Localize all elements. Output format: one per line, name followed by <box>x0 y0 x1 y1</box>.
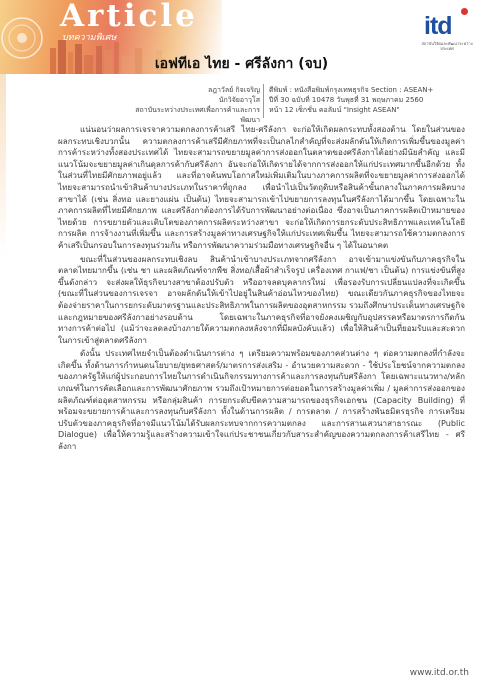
article-subtitle: บทความพิเศษ <box>62 33 117 43</box>
logo-tagline: สถาบันวิจัยและพัฒนาระหว่างประเทศ <box>421 41 473 51</box>
header-divider <box>263 84 264 118</box>
article-label: Article <box>60 0 198 34</box>
publication-line-3: หน้า 12 เซ็กชั่น คอลัมน์ "Insight ASEAN" <box>269 106 400 114</box>
logo-text: itd <box>424 12 452 40</box>
publication-line-1: ตีพิมพ์ : หนังสือพิมพ์กรุงเทพธุรกิจ Section : ASEAN+ <box>269 86 434 94</box>
decorative-strip <box>0 74 6 683</box>
paragraph-1: แน่นอนว่าผลการเจรจาความตกลงการค้าเสรี ไทย-ศรีลังกา จะก่อให้เกิดผลกระทบทั้งสองด้าน โดยในส่วนของผลกระทบเชิงบวกนั้น ความตกลงการค้าเสรีมีศักยภาพที่จะเป็นกลไกสำคัญที่จะส่งผลักดันให้เกิดการเพิ่มขึ้นของมูลค่าการค้าระหว่างทั้งสองประเทศได้ ไทยจะสามารถขยายมูลค่าการส่งออกในตลาดของศรีลังกาได้อย่างมีนัยสำคัญ และมีแนวโน้มจะขยายมูลค่าเกินดุลการค้ากับศรีลังกา อันจะก่อให้เกิดรายได้จากการส่งออกให้แก่ประเทศมากขึ้นอีกด้วย ทั้งในส่วนที่ไทยมีศักยภาพอยู่แล้ว และที่อาจค้นพบโอกาสใหม่เพิ่มเติมในบางภาคการผลิตที่จะขยายมูลค่าการส่งออกได้ ไทยจะสามารถนำเข้าสินค้าบางประเภทในราคาที่ถูกลง เพื่อนำไปเป็นวัตถุดิบหรือสินค้าขั้นกลางในภาคการผลิตบางสาขาได้ (เช่น สิ่งทอ และยางแผ่น เป็นต้น) ไทยจะสามารถเข้าไปขยายการลงทุนในศรีลังกาได้มากขึ้น โดยเฉพาะในภาคการผลิตที่ไทยมีศักยภาพ และศรีลังกาต้องการได้รับการพัฒนาอย่างต่อเนื่อง ซึ่งอาจเป็นภาคการผลิตเป้าหมายของไทยด้วย การขยายตัวและเติบโตของภาคการผลิตระหว่างสาขา จะก่อให้เกิดการยกระดับประสิทธิภาพและเทคโนโลยีการผลิต การจ้างงานที่เพิ่มขึ้น และการสร้างมูลค่าทางเศรษฐกิจให้แก่ประเทศเพิ่มขึ้น ไทยจะสามารถใช้ความตกลงการค้าเสรีเป็นกรอบในการลงทุนร่วมกัน หรือการพัฒนาความร่วมมือทางเศรษฐกิจอื่น ๆ ได้ในอนาคต <box>58 124 465 250</box>
logo-dot-icon <box>461 8 468 15</box>
paragraph-3: ดังนั้น ประเทศไทยจำเป็นต้องดำเนินการต่าง ๆ เตรียมความพร้อมของภาคส่วนต่าง ๆ ต่อความตกลงที่กำลังจะเกิดขึ้น ทั้งด้านการกำหนดนโยบาย/ยุทธศาสตร์/มาตรการส่งเสริม - อำนวยความสะดวก - ใช้ประโยชน์จากความตกลง ของภาครัฐให้แก่ผู้ประกอบการไทยในการดำเนินกิจกรรมทางการค้าและการลงทุนกับศรีลังกา โดยเฉพาะแนวทาง/หลักเกณฑ์ในการคัดเลือกและการพัฒนาศักยภาพ รวมถึงเป้าหมายการต่อยอดในการสร้างมูลค่าเพิ่ม / มูลค่าการส่งออกของผลิตภัณฑ์ต่ออุตสาหกรรม หรือกลุ่มสินค้า การยกระดับขีดความสามารถของธุรกิจเอกชน (Capacity Building) ที่พร้อมจะขยายการค้าและการลงทุนกับศรีลังกา ทั้งในด้านการผลิต / การตลาด / การสร้างพันธมิตรธุรกิจ การเตรียมปรับตัวของภาคธุรกิจที่อาจมีแนวโน้มได้รับผลกระทบจากการความตกลง และการสานเสวนาสาธารณะ (Public Dialogue) เพื่อให้ความรู้และสร้างความเข้าใจแก่ประชาชนเกี่ยวกับสาระสำคัญของความตกลงการค้าเสรีไทย - ศรีลังกา <box>58 348 465 452</box>
publication-info <box>269 85 479 115</box>
footer-url[interactable]: www.itd.or.th <box>409 668 469 678</box>
author-name: ลฎาวัลย์ กิจเจริญ <box>207 86 260 94</box>
author-role: นักวิจัยอาวุโส <box>218 96 260 104</box>
page-title: เอฟทีเอ ไทย - ศรีลังกา (จบ) <box>154 56 329 72</box>
author-org: สถาบันระหว่างประเทศเพื่อการค้าและการพัฒนา <box>135 106 260 124</box>
paragraph-2: ขณะที่ในส่วนของผลกระทบเชิงลบ สินค้านำเข้าบางประเภทจากศรีลังกา อาจเข้ามาแข่งขันกับภาคธุรกิจในตลาดไทยมากขึ้น (เช่น ชา และผลิตภัณฑ์จากพืช สิ่งทอ/เสื้อผ้าสำเร็จรูป เครื่องเทศ กาแฟ/ชา เป็นต้น) การแข่งขันที่สูงขึ้นดังกล่าว จะส่งผลให้ธุรกิจบางสาขาต้องปรับตัว หรืออาจลดบุคลากรใหม่ เพื่อรองรับการเปลี่ยนแปลงที่จะเกิดขึ้น (ขณะที่ในส่วนของการเจรจา อาจผลักดันให้เข้าไปอยู่ในสินค้าอ่อนไหวของไทย) ขณะเดียวกันภาคธุรกิจของไทยจะต้องจ่ายราคาในการยกระดับมาตรฐานและประสิทธิภาพในการผลิตของอุตสาหกรรม รวมถึงศึกษาประเด็นทางเศรษฐกิจและกฎหมายของศรีลังกาอย่างรอบด้าน โดยเฉพาะในภาคธุรกิจที่อาจยังคงเผชิญกับอุปสรรคหรือมาตรการกีดกันทางการค้าต่อไป (แม้ว่าจะลดลงบ้างภายใต้ความตกลงหลังจากที่มีผลบังคับแล้ว) เพื่อให้สินค้าเป็นที่ยอมรับและสะดวกในการเข้าสู่ตลาดศรีลังกา <box>58 253 465 345</box>
article-body <box>58 124 465 669</box>
author-block <box>130 85 260 125</box>
publication-line-2: ปีที่ 30 ฉบับที่ 10478 วันพุธที่ 31 พฤษภาคม 2560 <box>269 96 424 104</box>
page-header <box>0 0 483 124</box>
